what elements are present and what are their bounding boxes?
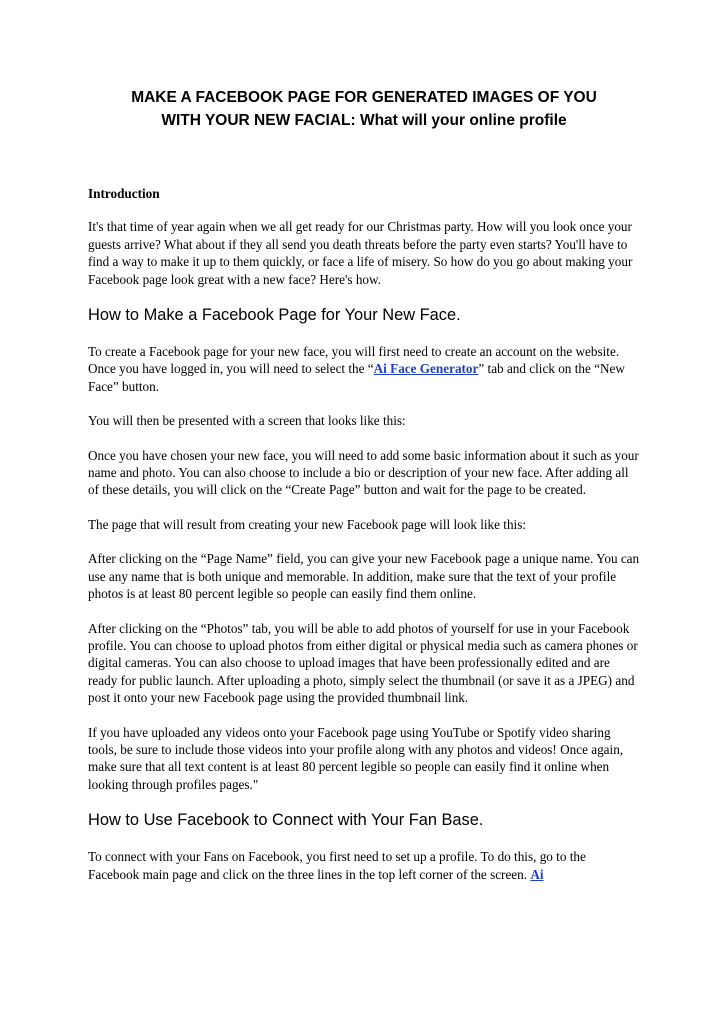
intro-paragraph: It's that time of year again when we all get ready for our Christmas party. How will you look once your guests arrive? What about if they all send you death threats before the party even starts? You'll have to find a way to make it up to them quickly, or face a life of misery. So how do you go about making your Facebook page look great with a new face? Here's how. <box>88 219 633 287</box>
paragraph-text: To connect with your Fans on Facebook, you first need to set up a profile. To do this, go to the Facebook main page and click on the three lines in the top left corner of the screen. <box>88 849 586 882</box>
paragraph-create-account <box>88 343 640 395</box>
paragraph-connect-fans <box>88 848 640 883</box>
document-title <box>88 86 640 132</box>
paragraph-page-name: After clicking on the “Page Name” field, you can give your new Facebook page a unique name. You can use any name that is both unique and memorable. In addition, make sure that the text of your profile photos is at least 80 percent legible so people can easily find them online. <box>88 551 640 602</box>
section-heading-fan-base: How to Use Facebook to Connect with Your Fan Base. <box>88 811 484 830</box>
ai-link[interactable]: Ai <box>530 866 544 882</box>
ai-face-generator-link[interactable]: Ai Face Generator <box>373 361 479 377</box>
paragraph-videos: If you have uploaded any videos onto your Facebook page using YouTube or Spotify video sharing tools, be sure to include those videos into your profile along with any photos and videos! Once again, make sure that all text content is at least 80 percent legible so people can easily find it online when looking through profiles pages." <box>88 724 624 792</box>
paragraph-basic-info: Once you have chosen your new face, you will need to add some basic information about it such as your name and photo. You can also choose to include a bio or description of your new face. After adding all of these details, you will click on the “Create Page” button and wait for the page to be created. <box>88 447 639 498</box>
paragraph-text: To create a Facebook page for your new face, you will first need to create an account on the website. Once you have logged in, you will need to select the “ <box>88 344 620 377</box>
section-heading-make-page: How to Make a Facebook Page for Your New Face. <box>88 306 461 325</box>
title-line-2: WITH YOUR NEW FACIAL: What will your online profile <box>161 112 567 129</box>
introduction-heading: Introduction <box>88 186 160 201</box>
paragraph-result-page: The page that will result from creating your new Facebook page will look like this: <box>88 516 527 532</box>
paragraph-photos: After clicking on the “Photos” tab, you will be able to add photos of yourself for use in your Facebook profile. You can choose to upload photos from either digital or physical media such as camera phones or digital cameras. You can also choose to upload images that have been professionally edited and are ready for public launch. After uploading a photo, simply select the thumbnail (or save it as a JPEG) and post it onto your new Facebook page using the provided thumbnail link. <box>88 620 638 706</box>
paragraph-text: ” tab and click on the “New Face” button. <box>88 361 625 394</box>
paragraph-screen: You will then be presented with a screen that looks like this: <box>88 413 406 429</box>
title-line-1: MAKE A FACEBOOK PAGE FOR GENERATED IMAGES OF YOU <box>131 89 597 106</box>
